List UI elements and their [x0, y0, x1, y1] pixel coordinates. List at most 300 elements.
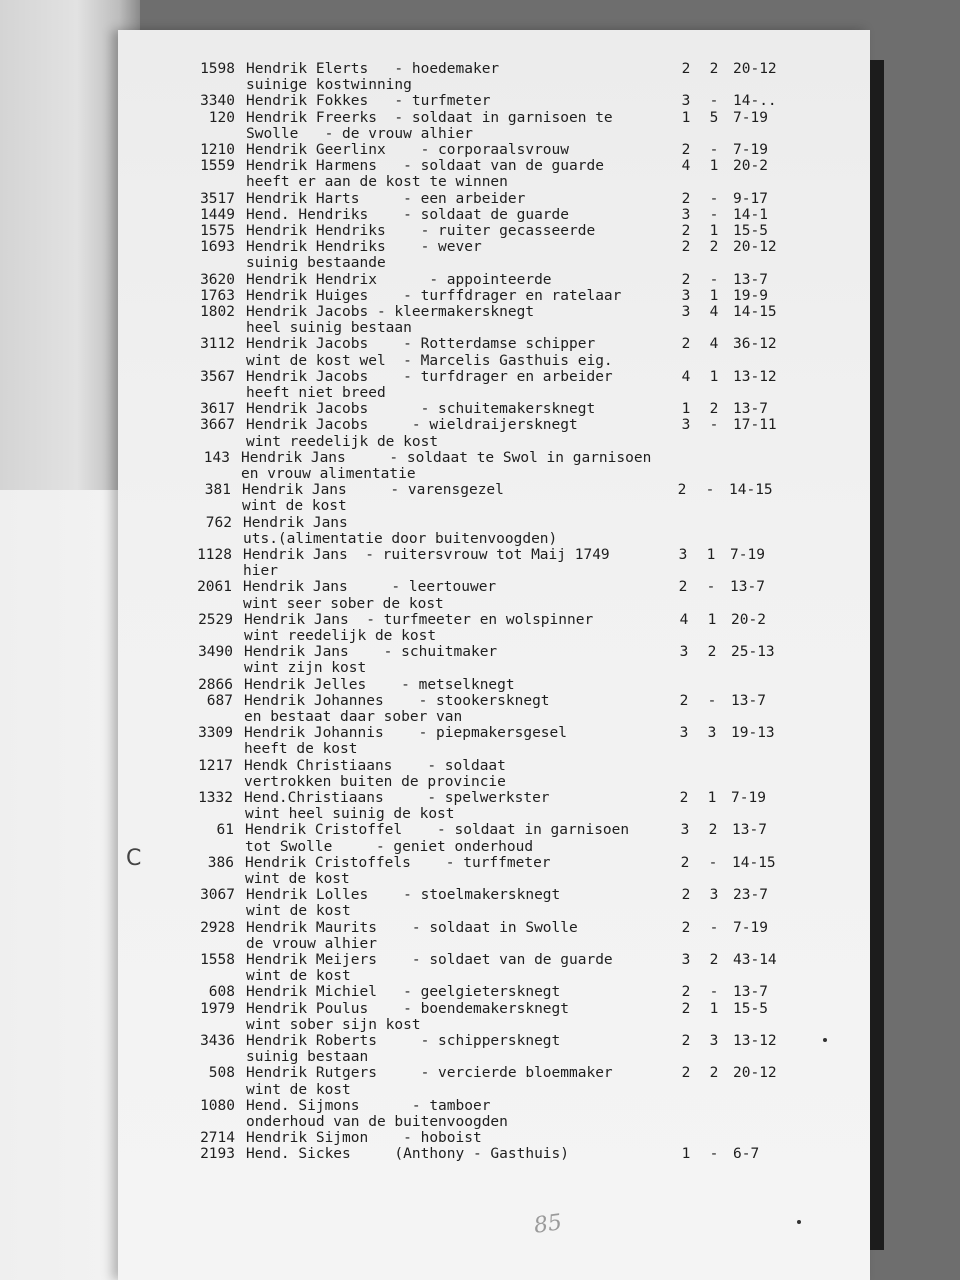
entry-household-count: 2 [680, 855, 690, 871]
entry-amount: 13-7 [733, 272, 768, 288]
entry-amount [733, 77, 803, 93]
entry-num: 1693 [200, 239, 235, 255]
entry-amount [733, 1049, 803, 1065]
entry-amount: 43-14 [733, 952, 777, 968]
entry-children-count: 1 [709, 223, 719, 239]
entry-children-count: 2 [709, 401, 719, 417]
entry-num [155, 709, 233, 725]
entry-amount [733, 1082, 803, 1098]
entry-household-count [675, 936, 697, 952]
entry-household-count: 2 [679, 693, 689, 709]
entry-num: 1080 [200, 1098, 235, 1114]
entry-num: 1332 [198, 790, 233, 806]
entry-children-count [699, 498, 721, 514]
entry-amount: 15-5 [733, 1001, 768, 1017]
entry-household-count [675, 1098, 697, 1114]
entry-amount: 7-19 [733, 110, 768, 126]
entry-children-count: - [709, 417, 719, 433]
entry-household-count: 1 [681, 1146, 691, 1162]
entry-text: heeft er aan de kost te winnen [246, 174, 508, 190]
entry-text: wint de kost wel - Marcelis Gasthuis eig. [246, 353, 613, 369]
entry-children-count [703, 1017, 725, 1033]
entry-amount [730, 596, 800, 612]
entry-num [157, 385, 235, 401]
entry-amount: 23-7 [733, 887, 768, 903]
entry-text: suinige kostwinning [246, 77, 412, 93]
entry-num [155, 628, 233, 644]
entry-household-count [675, 174, 697, 190]
entry-household-count: 3 [678, 547, 688, 563]
entry-children-count [701, 709, 723, 725]
entry-household-count [675, 1049, 697, 1065]
entry-children-count [703, 1049, 725, 1065]
entry-text: Hend. Sickes (Anthony - Gasthuis) [246, 1146, 570, 1162]
entry-amount [728, 450, 798, 466]
entry-num: 508 [208, 1065, 235, 1081]
entry-text: wint reedelijk de kost [244, 628, 437, 644]
entry-text: Hendrik Michiel - geelgietersknegt [246, 984, 561, 1000]
entry-children-count: - [709, 272, 719, 288]
entry-num: 2193 [200, 1146, 235, 1162]
entry-household-count: 2 [681, 887, 691, 903]
entry-num [157, 1017, 235, 1033]
entry-amount [733, 434, 803, 450]
entry-amount: 19-13 [731, 725, 775, 741]
entry-children-count [701, 660, 723, 676]
entry-num: 608 [208, 984, 235, 1000]
entry-text: vertrokken buiten de provincie [244, 774, 506, 790]
entry-num: 3112 [200, 336, 235, 352]
entry-amount: 14-15 [732, 855, 776, 871]
entry-amount [728, 466, 798, 482]
entry-household-count: 2 [681, 920, 691, 936]
entry-amount: 7-19 [730, 547, 765, 563]
entry-num: 3309 [198, 725, 233, 741]
entry-text: heeft niet breed [246, 385, 386, 401]
entry-household-count [673, 628, 695, 644]
entry-children-count [700, 515, 722, 531]
entry-children-count: 4 [709, 304, 719, 320]
entry-household-count [674, 806, 696, 822]
entry-children-count [698, 466, 720, 482]
entry-amount [733, 353, 803, 369]
entry-num: 2061 [197, 579, 232, 595]
entry-household-count [672, 596, 694, 612]
entry-household-count [675, 1130, 697, 1146]
entry-text: Hendrik Huiges - turffdrager en ratelaar [246, 288, 622, 304]
entry-text: wint de kost [246, 903, 351, 919]
entry-text: tot Swolle - geniet onderhoud [245, 839, 534, 855]
entry-children-count: 2 [709, 61, 719, 77]
entry-amount [731, 677, 801, 693]
entry-text: Hendrik Jacobs - wieldraijersknegt [246, 417, 578, 433]
entry-household-count [673, 677, 695, 693]
entry-household-count [673, 774, 695, 790]
entry-num: 1575 [200, 223, 235, 239]
entry-amount: 7-19 [733, 142, 768, 158]
entry-household-count: 4 [681, 369, 691, 385]
entry-num [157, 1114, 235, 1130]
entry-num: 2529 [198, 612, 233, 628]
entry-household-count [670, 450, 692, 466]
entry-household-count [670, 466, 692, 482]
entry-num: 1598 [200, 61, 235, 77]
entry-text: Hendrik Jans - soldaat te Swol in garnisoen [241, 450, 652, 466]
entry-text: Hendrik Johannes - stookersknegt [244, 693, 550, 709]
entry-household-count [675, 434, 697, 450]
entry-amount [731, 709, 801, 725]
entry-text: Hendrik Jacobs - Rotterdamse schipper [246, 336, 596, 352]
entry-text: wint reedelijk de kost [246, 434, 439, 450]
entry-num: 120 [208, 110, 235, 126]
entry-amount [730, 531, 800, 547]
entry-household-count: 2 [679, 790, 689, 806]
entry-children-count [703, 255, 725, 271]
entry-children-count [701, 758, 723, 774]
entry-household-count [675, 126, 697, 142]
entry-children-count [703, 968, 725, 984]
entry-text: Hendrik Jans - leertouwer [243, 579, 497, 595]
entry-num [154, 563, 232, 579]
entry-children-count [700, 596, 722, 612]
entry-text: Hendrik Lolles - stoelmakersknegt [246, 887, 561, 903]
entry-text: Hendrik Geerlinx - corporaalsvrouw [246, 142, 570, 158]
entry-household-count [675, 385, 697, 401]
entry-children-count: - [709, 191, 719, 207]
entry-household-count: 2 [681, 1001, 691, 1017]
entry-children-count: 1 [706, 547, 716, 563]
entry-num [155, 660, 233, 676]
entry-children-count [703, 1098, 725, 1114]
entry-text: Hend. Sijmons - tamboer [246, 1098, 491, 1114]
entry-children-count [703, 1114, 725, 1130]
entry-amount: 15-5 [733, 223, 768, 239]
entry-text: Hend. Hendriks - soldaat de guarde [246, 207, 570, 223]
entry-household-count: 2 [681, 239, 691, 255]
entry-amount: 9-17 [733, 191, 768, 207]
entry-num: 1128 [197, 547, 232, 563]
entry-household-count [675, 1114, 697, 1130]
entry-children-count: - [709, 142, 719, 158]
entry-num: 762 [205, 515, 232, 531]
entry-household-count: 3 [681, 952, 691, 968]
entry-children-count: - [708, 855, 718, 871]
entry-amount: 14-15 [729, 482, 773, 498]
entry-num [156, 839, 234, 855]
entry-num [157, 903, 235, 919]
entry-text: Swolle - de vrouw alhier [246, 126, 473, 142]
entry-num: 1979 [200, 1001, 235, 1017]
entry-household-count: 4 [679, 612, 689, 628]
entry-children-count: - [709, 207, 719, 223]
entry-amount [731, 628, 801, 644]
ink-dot [797, 1220, 801, 1224]
entry-num: 687 [206, 693, 233, 709]
entry-text: Hendrik Jelles - metselknegt [244, 677, 515, 693]
entry-text: Hendrik Jans - turfmeeter en wolspinner [244, 612, 594, 628]
entry-children-count: 2 [707, 644, 717, 660]
entry-amount [731, 660, 801, 676]
entry-amount [733, 174, 803, 190]
entry-text: Hendrik Roberts - schippersknegt [246, 1033, 561, 1049]
entry-children-count [703, 320, 725, 336]
page-number: 85 [532, 1210, 564, 1239]
entry-household-count [675, 1082, 697, 1098]
entry-amount [733, 1114, 803, 1130]
entry-text: Hendrik Jans - varensgezel [242, 482, 504, 498]
entry-household-count [675, 320, 697, 336]
entry-num [157, 968, 235, 984]
entry-children-count [703, 77, 725, 93]
entry-amount: 36-12 [733, 336, 777, 352]
entry-text: wint de kost [246, 1082, 351, 1098]
entry-amount: 13-7 [731, 693, 766, 709]
entry-text: wint de kost [246, 968, 351, 984]
entry-household-count: 2 [678, 579, 688, 595]
entry-household-count: 2 [681, 61, 691, 77]
entry-household-count [673, 758, 695, 774]
entry-household-count: 3 [681, 207, 691, 223]
margin-mark: C [126, 846, 142, 871]
entry-household-count [675, 255, 697, 271]
entry-text: Hendrik Harmens - soldaat van de guarde [246, 158, 604, 174]
entry-num [157, 353, 235, 369]
entry-children-count [700, 531, 722, 547]
entry-amount [733, 968, 803, 984]
entry-household-count: 3 [681, 304, 691, 320]
entry-num [155, 774, 233, 790]
entry-amount: 14-1 [733, 207, 768, 223]
entry-text: en vrouw alimentatie [241, 466, 416, 482]
entry-text: Hendrik Rutgers - vercierde bloemmaker [246, 1065, 613, 1081]
entry-text: Hendrik Hendrix - appointeerde [246, 272, 552, 288]
entry-text: wint seer sober de kost [243, 596, 444, 612]
entry-children-count: 2 [709, 1065, 719, 1081]
entry-children-count: 2 [708, 822, 718, 838]
entry-text: Hendrik Poulus - boendemakersknegt [246, 1001, 570, 1017]
entry-household-count [673, 709, 695, 725]
entry-text: uts.(alimentatie door buitenvoogden) [243, 531, 558, 547]
entry-children-count [703, 1082, 725, 1098]
entry-num [157, 320, 235, 336]
entry-children-count [701, 677, 723, 693]
entry-num: 386 [207, 855, 234, 871]
entry-amount: 20-2 [731, 612, 766, 628]
entry-num [156, 871, 234, 887]
entry-text: Hendrik Fokkes - turfmeter [246, 93, 491, 109]
entry-household-count: 4 [681, 158, 691, 174]
entry-amount: 17-11 [733, 417, 777, 433]
entry-amount [733, 1130, 803, 1146]
entry-children-count [703, 385, 725, 401]
entry-household-count: 2 [677, 482, 687, 498]
entry-num: 1558 [200, 952, 235, 968]
entry-children-count: 3 [709, 887, 719, 903]
entry-household-count [673, 741, 695, 757]
entry-amount: 7-19 [733, 920, 768, 936]
entry-children-count: - [709, 1146, 719, 1162]
entry-children-count: 1 [709, 288, 719, 304]
entry-household-count: 2 [681, 223, 691, 239]
entry-children-count [698, 450, 720, 466]
entry-num [157, 174, 235, 190]
entry-amount [731, 758, 801, 774]
entry-amount [733, 1098, 803, 1114]
entry-household-count [672, 563, 694, 579]
entry-num [157, 434, 235, 450]
entry-num [155, 741, 233, 757]
entry-text: Hendrik Cristoffel - soldaat in garnisoen [245, 822, 630, 838]
entry-amount: 20-12 [733, 61, 777, 77]
entry-amount: 19-9 [733, 288, 768, 304]
entry-text: Hendrik Meijers - soldaet van de guarde [246, 952, 613, 968]
entry-text: Hendrik Hendriks - ruiter gecasseerde [246, 223, 596, 239]
entry-amount: 13-12 [733, 1033, 777, 1049]
entry-household-count [672, 515, 694, 531]
entry-num: 3436 [200, 1033, 235, 1049]
entry-amount: 13-7 [733, 401, 768, 417]
entry-household-count [675, 1017, 697, 1033]
entry-children-count: - [705, 482, 715, 498]
entry-amount: 13-12 [733, 369, 777, 385]
entry-household-count: 2 [681, 191, 691, 207]
entry-amount: 20-12 [733, 1065, 777, 1081]
entry-num: 2866 [198, 677, 233, 693]
entry-children-count [703, 126, 725, 142]
entry-num: 3517 [200, 191, 235, 207]
entry-text: suinig bestaan [246, 1049, 369, 1065]
entry-amount [733, 126, 803, 142]
entry-children-count: 1 [709, 1001, 719, 1017]
entry-children-count: 1 [709, 158, 719, 174]
entry-text: Hendrik Sijmon - hoboist [246, 1130, 482, 1146]
entry-num: 2928 [200, 920, 235, 936]
entry-amount [733, 1017, 803, 1033]
entry-children-count: 2 [709, 952, 719, 968]
entry-amount [730, 563, 800, 579]
entry-household-count: 2 [681, 336, 691, 352]
entry-household-count [671, 498, 693, 514]
entry-children-count [700, 563, 722, 579]
entry-amount: 7-19 [731, 790, 766, 806]
entry-text: Hend.Christiaans - spelwerkster [244, 790, 550, 806]
entry-text: heel suinig bestaan [246, 320, 412, 336]
entry-text: wint de kost [245, 871, 350, 887]
entry-num: 3567 [200, 369, 235, 385]
entry-amount: 6-7 [733, 1146, 760, 1162]
entry-text: en bestaat daar sober van [244, 709, 463, 725]
entry-household-count: 3 [681, 93, 691, 109]
entry-text: wint zijn kost [244, 660, 367, 676]
entry-children-count [701, 628, 723, 644]
entry-num [156, 806, 234, 822]
entry-amount: 13-7 [733, 984, 768, 1000]
entry-household-count: 3 [679, 644, 689, 660]
entry-children-count [702, 839, 724, 855]
entry-num: 1210 [200, 142, 235, 158]
entry-children-count [703, 903, 725, 919]
entry-num: 3490 [198, 644, 233, 660]
entry-text: Hendrik Elerts - hoedemaker [246, 61, 500, 77]
entry-amount: 14-15 [733, 304, 777, 320]
entry-household-count: 2 [681, 1065, 691, 1081]
entry-text: Hendrik Jans - schuitmaker [244, 644, 498, 660]
entry-text: wint sober sijn kost [246, 1017, 421, 1033]
entry-text: Hendrik Hendriks - wever [246, 239, 482, 255]
entry-household-count [675, 77, 697, 93]
binder-edge [870, 60, 884, 1250]
entry-text: onderhoud van de buitenvoogden [246, 1114, 508, 1130]
entry-num: 3617 [200, 401, 235, 417]
entry-household-count: 3 [681, 417, 691, 433]
entry-text: Hendrik Freerks - soldaat in garnisoen te [246, 110, 613, 126]
entry-children-count [703, 353, 725, 369]
entry-children-count: - [709, 984, 719, 1000]
entry-amount: 25-13 [731, 644, 775, 660]
entry-text: Hendrik Johannis - piepmakersgesel [244, 725, 568, 741]
entry-num [154, 531, 232, 547]
entry-household-count: 2 [681, 1033, 691, 1049]
entry-household-count [673, 660, 695, 676]
entry-text: Hendrik Jans - ruitersvrouw tot Maij 1749 [243, 547, 610, 563]
entry-num: 143 [203, 450, 230, 466]
entry-children-count [702, 806, 724, 822]
entry-household-count: 2 [681, 142, 691, 158]
entry-num: 1802 [200, 304, 235, 320]
entry-num: 3620 [200, 272, 235, 288]
entry-text: Hendrik Cristoffels - turffmeter [245, 855, 551, 871]
entry-amount: 13-7 [732, 822, 767, 838]
entry-household-count: 1 [681, 110, 691, 126]
entry-num [157, 936, 235, 952]
entry-children-count: 3 [707, 725, 717, 741]
entry-num: 3667 [200, 417, 235, 433]
entry-num [152, 466, 230, 482]
entry-text: Hendk Christiaans - soldaat [244, 758, 506, 774]
entry-household-count [672, 531, 694, 547]
entry-num [157, 77, 235, 93]
entry-num [157, 255, 235, 271]
entry-amount [731, 774, 801, 790]
entry-amount: 14-.. [733, 93, 777, 109]
entry-children-count [702, 871, 724, 887]
entry-amount [731, 741, 801, 757]
entry-num: 1217 [198, 758, 233, 774]
entry-amount [732, 839, 802, 855]
entry-amount: 13-7 [730, 579, 765, 595]
entry-household-count: 1 [681, 401, 691, 417]
entry-num [157, 1049, 235, 1065]
entry-text: Hendrik Jans [243, 515, 348, 531]
entry-children-count [703, 936, 725, 952]
entry-children-count [703, 174, 725, 190]
entry-num [157, 126, 235, 142]
entry-text: de vrouw alhier [246, 936, 377, 952]
entry-num: 61 [216, 822, 234, 838]
entry-household-count [674, 839, 696, 855]
entry-household-count: 3 [681, 288, 691, 304]
entry-household-count [675, 353, 697, 369]
entry-text: Hendrik Maurits - soldaat in Swolle [246, 920, 578, 936]
entry-children-count: 2 [709, 239, 719, 255]
ink-dot [823, 1038, 827, 1042]
entry-amount [733, 320, 803, 336]
entry-text: Hendrik Harts - een arbeider [246, 191, 526, 207]
entry-children-count [701, 774, 723, 790]
entry-text: heeft de kost [244, 741, 358, 757]
entry-household-count: 3 [679, 725, 689, 741]
entry-num: 3340 [200, 93, 235, 109]
